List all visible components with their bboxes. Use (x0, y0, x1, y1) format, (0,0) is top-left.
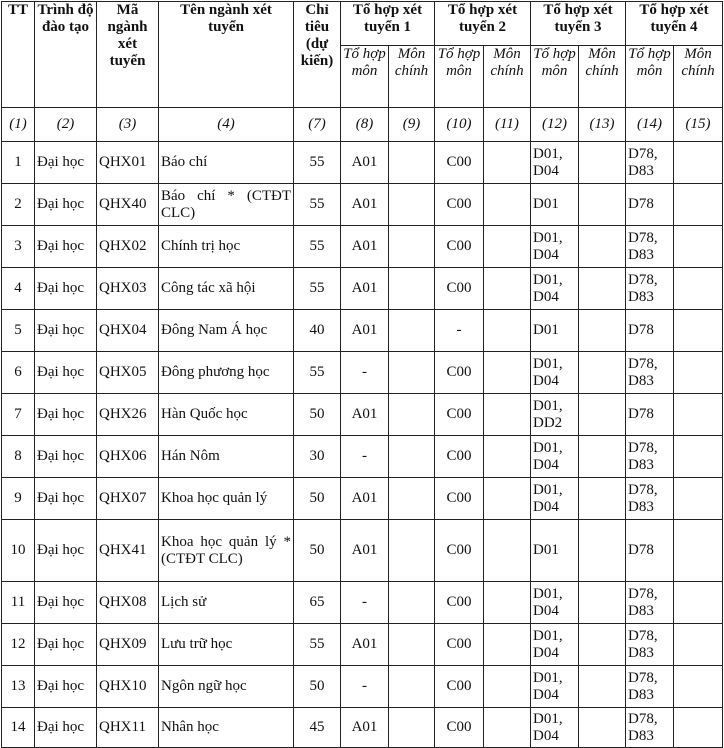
cell-mon-chinh-4 (674, 352, 723, 394)
cell-mon-chinh-3 (579, 310, 626, 352)
cell-to-hop-4: D78, D83 (626, 268, 674, 310)
cell-mon-chinh-2 (484, 624, 531, 666)
cell-mon-chinh-2 (484, 478, 531, 520)
cell-ma-nganh: QHX07 (97, 478, 159, 520)
index-cell: (1) (2, 108, 35, 142)
cell-mon-chinh-2 (484, 226, 531, 268)
cell-mon-chinh-1 (389, 436, 435, 478)
cell-mon-chinh-1 (389, 310, 435, 352)
cell-to-hop-4: D78, D83 (626, 666, 674, 708)
cell-to-hop-2: C00 (435, 226, 484, 268)
subheader-to-hop-4: Tổ hợp môn (626, 46, 674, 108)
table-row (2, 478, 723, 520)
cell-mon-chinh-2 (484, 582, 531, 624)
cell-trinh-do: Đại học (35, 226, 97, 268)
cell-ma-nganh: QHX41 (97, 520, 159, 582)
cell-ma-nganh: QHX03 (97, 268, 159, 310)
cell-chi-tieu: 55 (294, 226, 341, 268)
cell-mon-chinh-1 (389, 352, 435, 394)
cell-mon-chinh-3 (579, 478, 626, 520)
cell-tt: 9 (2, 478, 35, 520)
cell-to-hop-3: D01, D04 (531, 226, 579, 268)
cell-to-hop-2: C00 (435, 582, 484, 624)
cell-chi-tieu: 55 (294, 142, 341, 184)
cell-ma-nganh: QHX26 (97, 394, 159, 436)
cell-ma-nganh: QHX02 (97, 226, 159, 268)
cell-to-hop-2: C00 (435, 708, 484, 748)
table-row (2, 582, 723, 624)
cell-to-hop-2: C00 (435, 394, 484, 436)
cell-ten-nganh: Lịch sử (159, 582, 294, 624)
cell-trinh-do: Đại học (35, 666, 97, 708)
cell-trinh-do: Đại học (35, 394, 97, 436)
cell-to-hop-1: A01 (341, 142, 389, 184)
cell-to-hop-4: D78, D83 (626, 226, 674, 268)
cell-to-hop-1: A01 (341, 226, 389, 268)
cell-mon-chinh-1 (389, 478, 435, 520)
cell-ten-nganh: Nhân học (159, 708, 294, 748)
cell-to-hop-1: A01 (341, 478, 389, 520)
cell-mon-chinh-1 (389, 184, 435, 226)
cell-tt: 1 (2, 142, 35, 184)
cell-to-hop-3: D01 (531, 310, 579, 352)
cell-mon-chinh-3 (579, 520, 626, 582)
cell-ten-nganh: Lưu trữ học (159, 624, 294, 666)
cell-mon-chinh-4 (674, 436, 723, 478)
index-cell: (7) (294, 108, 341, 142)
cell-to-hop-1: - (341, 436, 389, 478)
cell-ten-nganh: Chính trị học (159, 226, 294, 268)
cell-ten-nganh: Báo chí * (CTĐT CLC) (159, 184, 294, 226)
cell-tt: 3 (2, 226, 35, 268)
cell-ten-nganh: Đông phương học (159, 352, 294, 394)
cell-mon-chinh-2 (484, 520, 531, 582)
table-row (2, 310, 723, 352)
table-row (2, 226, 723, 268)
cell-trinh-do: Đại học (35, 624, 97, 666)
cell-to-hop-3: D01, D04 (531, 142, 579, 184)
index-cell: (10) (435, 108, 484, 142)
cell-mon-chinh-4 (674, 666, 723, 708)
cell-to-hop-4: D78, D83 (626, 708, 674, 748)
subheader-mon-chinh-2: Môn chính (484, 46, 531, 108)
table-row (2, 666, 723, 708)
cell-to-hop-1: - (341, 352, 389, 394)
index-cell: (9) (389, 108, 435, 142)
cell-chi-tieu: 50 (294, 478, 341, 520)
cell-mon-chinh-1 (389, 226, 435, 268)
cell-mon-chinh-2 (484, 666, 531, 708)
cell-ten-nganh: Hàn Quốc học (159, 394, 294, 436)
cell-to-hop-4: D78, D83 (626, 436, 674, 478)
cell-chi-tieu: 50 (294, 394, 341, 436)
cell-to-hop-3: D01, D04 (531, 436, 579, 478)
cell-trinh-do: Đại học (35, 310, 97, 352)
cell-ten-nganh: Ngôn ngữ học (159, 666, 294, 708)
header-ten-nganh: Tên ngành xét tuyển (159, 2, 294, 108)
header-group-2: Tổ hợp xét tuyển 2 (435, 2, 531, 46)
cell-to-hop-3: D01 (531, 520, 579, 582)
cell-chi-tieu: 30 (294, 436, 341, 478)
subheader-mon-chinh-3: Môn chính (579, 46, 626, 108)
cell-mon-chinh-1 (389, 624, 435, 666)
subheader-mon-chinh-1: Môn chính (389, 46, 435, 108)
index-cell: (3) (97, 108, 159, 142)
cell-ten-nganh: Hán Nôm (159, 436, 294, 478)
cell-mon-chinh-4 (674, 394, 723, 436)
index-cell: (15) (674, 108, 723, 142)
cell-mon-chinh-1 (389, 142, 435, 184)
cell-to-hop-1: A01 (341, 394, 389, 436)
cell-tt: 7 (2, 394, 35, 436)
cell-trinh-do: Đại học (35, 184, 97, 226)
cell-mon-chinh-1 (389, 582, 435, 624)
cell-mon-chinh-1 (389, 520, 435, 582)
cell-mon-chinh-2 (484, 184, 531, 226)
index-cell: (11) (484, 108, 531, 142)
cell-mon-chinh-1 (389, 666, 435, 708)
cell-to-hop-1: A01 (341, 310, 389, 352)
cell-trinh-do: Đại học (35, 142, 97, 184)
cell-to-hop-3: D01, DD2 (531, 394, 579, 436)
cell-to-hop-4: D78, D83 (626, 582, 674, 624)
cell-chi-tieu: 40 (294, 310, 341, 352)
cell-mon-chinh-1 (389, 268, 435, 310)
index-cell: (14) (626, 108, 674, 142)
cell-mon-chinh-2 (484, 268, 531, 310)
cell-tt: 14 (2, 708, 35, 748)
cell-to-hop-4: D78, D83 (626, 352, 674, 394)
cell-to-hop-4: D78, D83 (626, 142, 674, 184)
index-cell: (8) (341, 108, 389, 142)
cell-chi-tieu: 55 (294, 624, 341, 666)
cell-mon-chinh-2 (484, 708, 531, 748)
cell-mon-chinh-3 (579, 582, 626, 624)
cell-mon-chinh-4 (674, 478, 723, 520)
cell-tt: 2 (2, 184, 35, 226)
cell-mon-chinh-4 (674, 184, 723, 226)
cell-ma-nganh: QHX05 (97, 352, 159, 394)
cell-to-hop-3: D01, D04 (531, 624, 579, 666)
cell-to-hop-1: A01 (341, 268, 389, 310)
cell-trinh-do: Đại học (35, 582, 97, 624)
table-row (2, 624, 723, 666)
cell-to-hop-2: C00 (435, 624, 484, 666)
cell-mon-chinh-4 (674, 226, 723, 268)
cell-mon-chinh-3 (579, 394, 626, 436)
cell-mon-chinh-4 (674, 520, 723, 582)
cell-ten-nganh: Khoa học quản lý * (CTĐT CLC) (159, 520, 294, 582)
cell-to-hop-3: D01, D04 (531, 478, 579, 520)
cell-to-hop-4: D78 (626, 394, 674, 436)
cell-mon-chinh-3 (579, 624, 626, 666)
cell-to-hop-1: A01 (341, 624, 389, 666)
cell-mon-chinh-3 (579, 436, 626, 478)
subheader-to-hop-1: Tổ hợp môn (341, 46, 389, 108)
cell-to-hop-1: - (341, 666, 389, 708)
header-trinh-do: Trình độ đào tạo (35, 2, 97, 108)
cell-ma-nganh: QHX01 (97, 142, 159, 184)
cell-to-hop-4: D78, D83 (626, 478, 674, 520)
cell-to-hop-2: C00 (435, 352, 484, 394)
table-row (2, 184, 723, 226)
header-chi-tieu: Chỉ tiêu (dự kiến) (294, 2, 341, 108)
cell-mon-chinh-4 (674, 708, 723, 748)
cell-tt: 11 (2, 582, 35, 624)
cell-mon-chinh-2 (484, 310, 531, 352)
cell-to-hop-1: A01 (341, 708, 389, 748)
cell-trinh-do: Đại học (35, 436, 97, 478)
cell-to-hop-4: D78 (626, 520, 674, 582)
cell-mon-chinh-1 (389, 394, 435, 436)
index-cell: (12) (531, 108, 579, 142)
cell-to-hop-1: A01 (341, 184, 389, 226)
cell-to-hop-2: C00 (435, 478, 484, 520)
table-row (2, 352, 723, 394)
cell-to-hop-2: C00 (435, 520, 484, 582)
cell-ten-nganh: Báo chí (159, 142, 294, 184)
table-row (2, 520, 723, 582)
subheader-mon-chinh-4: Môn chính (674, 46, 723, 108)
cell-to-hop-4: D78 (626, 310, 674, 352)
cell-to-hop-2: C00 (435, 268, 484, 310)
cell-mon-chinh-3 (579, 226, 626, 268)
cell-mon-chinh-2 (484, 142, 531, 184)
cell-mon-chinh-1 (389, 708, 435, 748)
cell-to-hop-3: D01 (531, 184, 579, 226)
cell-mon-chinh-4 (674, 624, 723, 666)
cell-chi-tieu: 50 (294, 666, 341, 708)
cell-mon-chinh-3 (579, 352, 626, 394)
cell-ma-nganh: QHX10 (97, 666, 159, 708)
cell-mon-chinh-2 (484, 394, 531, 436)
cell-mon-chinh-3 (579, 666, 626, 708)
cell-tt: 12 (2, 624, 35, 666)
table-row (2, 708, 723, 748)
cell-to-hop-3: D01, D04 (531, 708, 579, 748)
cell-ma-nganh: QHX11 (97, 708, 159, 748)
cell-to-hop-3: D01, D04 (531, 666, 579, 708)
cell-chi-tieu: 55 (294, 184, 341, 226)
cell-mon-chinh-3 (579, 268, 626, 310)
cell-chi-tieu: 55 (294, 352, 341, 394)
cell-tt: 6 (2, 352, 35, 394)
cell-tt: 13 (2, 666, 35, 708)
cell-ma-nganh: QHX08 (97, 582, 159, 624)
cell-mon-chinh-4 (674, 310, 723, 352)
cell-chi-tieu: 55 (294, 268, 341, 310)
cell-mon-chinh-3 (579, 708, 626, 748)
header-group-3: Tổ hợp xét tuyển 3 (531, 2, 626, 46)
table-row (2, 142, 723, 184)
index-cell: (4) (159, 108, 294, 142)
index-cell: (2) (35, 108, 97, 142)
cell-ma-nganh: QHX04 (97, 310, 159, 352)
header-ma-nganh: Mã ngành xét tuyển (97, 2, 159, 108)
cell-tt: 10 (2, 520, 35, 582)
cell-to-hop-1: - (341, 582, 389, 624)
subheader-to-hop-3: Tổ hợp môn (531, 46, 579, 108)
cell-ma-nganh: QHX06 (97, 436, 159, 478)
header-group-4: Tổ hợp xét tuyển 4 (626, 2, 723, 46)
cell-ma-nganh: QHX09 (97, 624, 159, 666)
column-index-row (2, 108, 723, 142)
table-row (2, 268, 723, 310)
cell-to-hop-3: D01, D04 (531, 352, 579, 394)
table-row (2, 394, 723, 436)
cell-tt: 4 (2, 268, 35, 310)
cell-trinh-do: Đại học (35, 708, 97, 748)
cell-trinh-do: Đại học (35, 352, 97, 394)
subheader-to-hop-2: Tổ hợp môn (435, 46, 484, 108)
cell-mon-chinh-2 (484, 436, 531, 478)
cell-to-hop-2: C00 (435, 142, 484, 184)
cell-to-hop-1: A01 (341, 520, 389, 582)
cell-to-hop-2: - (435, 310, 484, 352)
cell-chi-tieu: 65 (294, 582, 341, 624)
cell-chi-tieu: 50 (294, 520, 341, 582)
cell-trinh-do: Đại học (35, 478, 97, 520)
cell-ten-nganh: Công tác xã hội (159, 268, 294, 310)
cell-to-hop-4: D78, D83 (626, 624, 674, 666)
cell-ma-nganh: QHX40 (97, 184, 159, 226)
cell-ten-nganh: Đông Nam Á học (159, 310, 294, 352)
cell-to-hop-3: D01, D04 (531, 582, 579, 624)
cell-ten-nganh: Khoa học quản lý (159, 478, 294, 520)
cell-tt: 5 (2, 310, 35, 352)
cell-trinh-do: Đại học (35, 520, 97, 582)
cell-trinh-do: Đại học (35, 268, 97, 310)
cell-mon-chinh-4 (674, 582, 723, 624)
cell-tt: 8 (2, 436, 35, 478)
cell-mon-chinh-2 (484, 352, 531, 394)
cell-to-hop-2: C00 (435, 184, 484, 226)
cell-to-hop-3: D01, D04 (531, 268, 579, 310)
cell-mon-chinh-3 (579, 184, 626, 226)
cell-mon-chinh-4 (674, 142, 723, 184)
cell-mon-chinh-4 (674, 268, 723, 310)
cell-to-hop-2: C00 (435, 666, 484, 708)
header-tt: TT (2, 2, 35, 108)
cell-to-hop-2: C00 (435, 436, 484, 478)
admission-table (1, 1, 723, 748)
header-group-1: Tổ hợp xét tuyển 1 (341, 2, 435, 46)
table-row (2, 436, 723, 478)
cell-to-hop-4: D78 (626, 184, 674, 226)
index-cell: (13) (579, 108, 626, 142)
cell-chi-tieu: 45 (294, 708, 341, 748)
cell-mon-chinh-3 (579, 142, 626, 184)
